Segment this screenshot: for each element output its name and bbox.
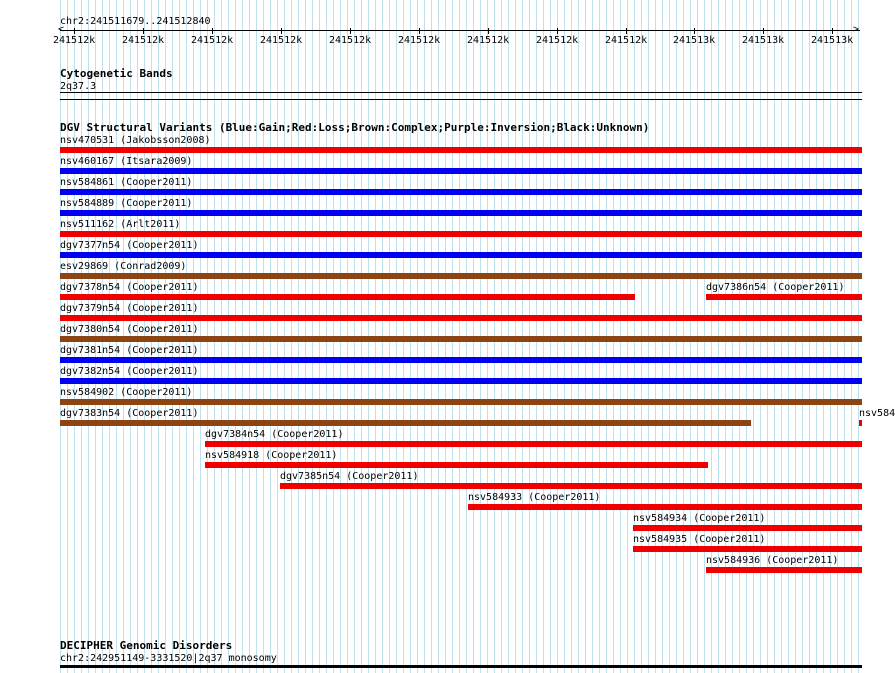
scale-tick-label: 241512k — [536, 35, 579, 46]
variant-bar[interactable] — [205, 441, 862, 447]
scale-tick-label: 241512k — [467, 35, 510, 46]
scale-tick — [281, 28, 282, 34]
variant-label[interactable]: dgv7385n54 (Cooper2011) — [280, 471, 419, 482]
scale-tick-label: 241512k — [260, 35, 303, 46]
variant-label[interactable]: dgv7378n54 (Cooper2011) — [60, 282, 199, 293]
variant-bar[interactable] — [60, 252, 862, 258]
scale-tick — [74, 28, 75, 34]
variant-bar[interactable] — [60, 420, 751, 426]
variant-bar[interactable] — [205, 462, 708, 468]
scale-tick — [350, 28, 351, 34]
scale-tick — [419, 28, 420, 34]
variant-label[interactable]: nsv584933 (Cooper2011) — [468, 492, 601, 503]
variant-bar[interactable] — [633, 546, 862, 552]
variant-label[interactable]: dgv7380n54 (Cooper2011) — [60, 324, 199, 335]
scale-tick — [626, 28, 627, 34]
scale-tick — [832, 28, 833, 34]
variant-label[interactable]: nsv470531 (Jakobsson2008) — [60, 135, 211, 146]
cytogenetic-bands-title: Cytogenetic Bands — [60, 67, 173, 80]
left-arrow-icon[interactable]: < — [58, 24, 65, 35]
right-arrow-icon[interactable]: > — [853, 24, 860, 35]
variant-label[interactable]: nsv584861 (Cooper2011) — [60, 177, 193, 188]
variant-bar[interactable] — [60, 168, 862, 174]
variant-label[interactable]: nsv584 — [859, 408, 895, 419]
scale-tick-label: 241513k — [742, 35, 785, 46]
variant-label[interactable]: nsv584918 (Cooper2011) — [205, 450, 338, 461]
variant-label[interactable]: esv29869 (Conrad2009) — [60, 261, 187, 272]
variant-label[interactable]: dgv7386n54 (Cooper2011) — [706, 282, 845, 293]
variant-label[interactable]: nsv511162 (Arlt2011) — [60, 219, 181, 230]
scale-tick-label: 241513k — [673, 35, 716, 46]
variant-label[interactable]: dgv7377n54 (Cooper2011) — [60, 240, 199, 251]
variant-bar[interactable] — [633, 525, 862, 531]
variant-label[interactable]: dgv7383n54 (Cooper2011) — [60, 408, 199, 419]
variant-label[interactable]: dgv7379n54 (Cooper2011) — [60, 303, 199, 314]
scale-tick-label: 241512k — [191, 35, 234, 46]
scale-tick — [488, 28, 489, 34]
scale-tick-label: 241512k — [122, 35, 165, 46]
decipher-track-title: DECIPHER Genomic Disorders — [60, 639, 233, 652]
variant-bar[interactable] — [60, 273, 862, 279]
variant-label[interactable]: nsv584936 (Cooper2011) — [706, 555, 839, 566]
variant-label[interactable]: dgv7381n54 (Cooper2011) — [60, 345, 199, 356]
cytoband-bar[interactable] — [60, 92, 862, 93]
variant-bar[interactable] — [60, 294, 635, 300]
decipher-item-label[interactable]: chr2:242951149-3331520|2q37 monosomy — [60, 653, 277, 664]
variant-bar[interactable] — [60, 315, 862, 321]
variant-bar[interactable] — [859, 420, 862, 426]
variant-label[interactable]: dgv7382n54 (Cooper2011) — [60, 366, 199, 377]
scale-tick-label: 241512k — [398, 35, 441, 46]
decipher-item-bar[interactable] — [60, 665, 862, 668]
cytoband-label[interactable]: 2q37.3 — [60, 81, 97, 92]
variant-bar[interactable] — [280, 483, 862, 489]
variant-bar[interactable] — [706, 567, 862, 573]
variant-bar[interactable] — [60, 399, 862, 405]
scale-tick — [557, 28, 558, 34]
scale-tick — [212, 28, 213, 34]
variant-label[interactable]: nsv584889 (Cooper2011) — [60, 198, 193, 209]
scale-tick-label: 241512k — [329, 35, 372, 46]
variant-bar[interactable] — [706, 294, 862, 300]
scale-axis — [60, 30, 860, 31]
variant-label[interactable]: nsv584934 (Cooper2011) — [633, 513, 766, 524]
scale-tick — [143, 28, 144, 34]
variant-bar[interactable] — [60, 336, 862, 342]
variant-label[interactable]: dgv7384n54 (Cooper2011) — [205, 429, 344, 440]
dgv-track-title: DGV Structural Variants (Blue:Gain;Red:Loss;Brown:Complex;Purple:Inversion;Black:Unknown) — [60, 121, 650, 134]
track-divider — [60, 99, 862, 100]
variant-bar[interactable] — [60, 210, 862, 216]
variant-bar[interactable] — [60, 147, 862, 153]
variant-bar[interactable] — [60, 189, 862, 195]
variant-bar[interactable] — [468, 504, 862, 510]
scale-tick-label: 241513k — [811, 35, 854, 46]
variant-bar[interactable] — [60, 231, 862, 237]
scale-tick — [694, 28, 695, 34]
scale-tick-label: 241512k — [53, 35, 96, 46]
scale-tick — [763, 28, 764, 34]
variant-label[interactable]: nsv460167 (Itsara2009) — [60, 156, 193, 167]
variant-label[interactable]: nsv584902 (Cooper2011) — [60, 387, 193, 398]
scale-tick-label: 241512k — [605, 35, 648, 46]
variant-bar[interactable] — [60, 357, 862, 363]
coordinate-label: chr2:241511679..241512840 — [60, 16, 211, 27]
variant-bar[interactable] — [60, 378, 862, 384]
variant-label[interactable]: nsv584935 (Cooper2011) — [633, 534, 766, 545]
